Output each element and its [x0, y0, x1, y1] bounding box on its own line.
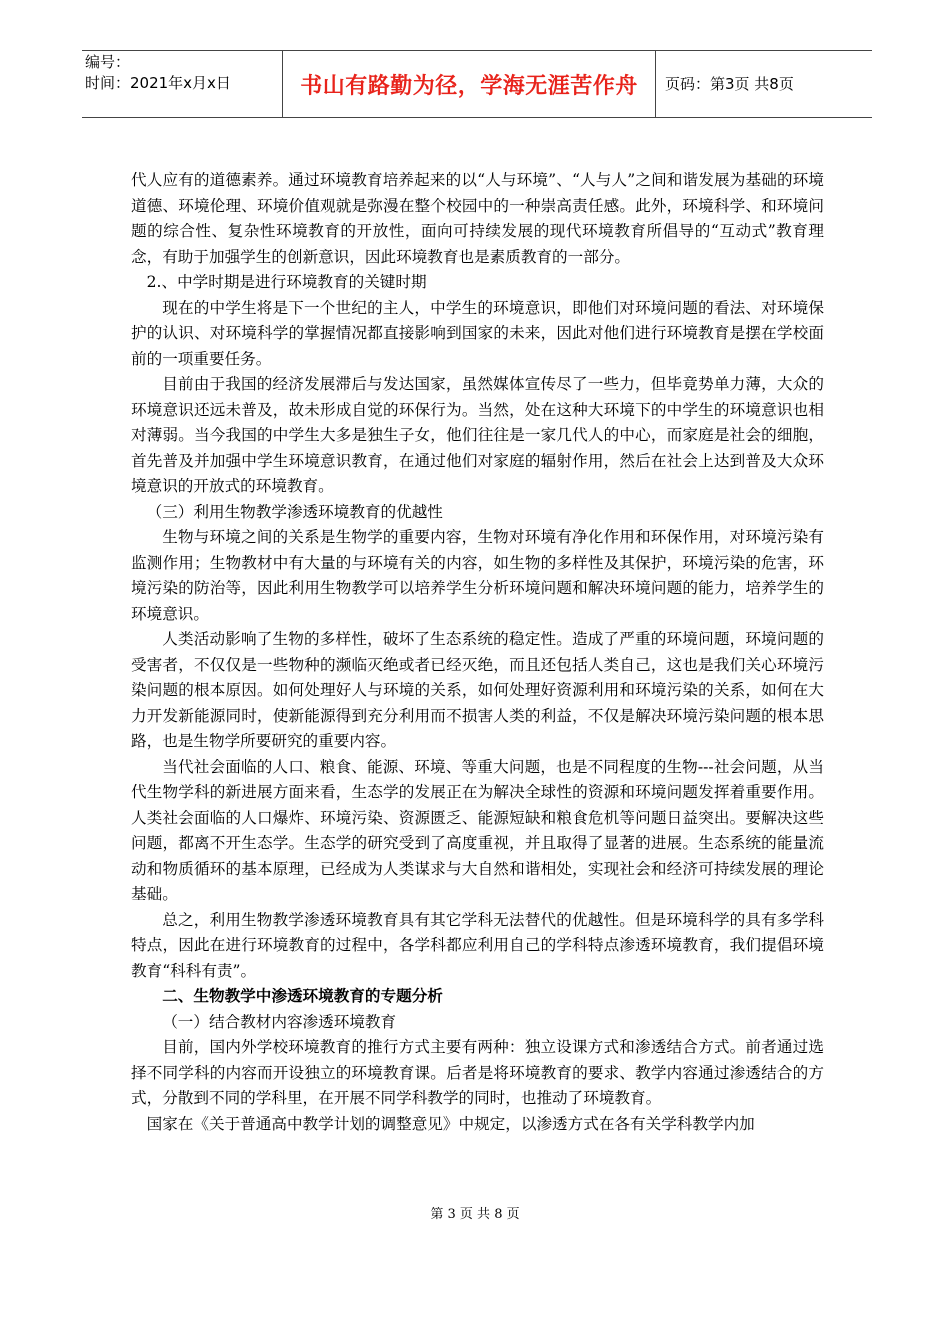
paragraph: 人类活动影响了生物的多样性，破坏了生态系统的稳定性。造成了严重的环境问题，环境问题的受害者，不仅仅是一些物种的濒临灭绝或者已经灭绝，而且还包括人类自己，这也是我们关心环境污染问题的根本原因。如何处理好人与环境的关系，如何处理好资源利用和环境污染的关系，如何在大力开发新能源同时，使新能源得到充分利用而不损害人类的利益，不仅是解决环境污染问题的根本思路，也是生物学所要研究的重要内容。	[131, 630, 824, 750]
header-top-rule	[82, 50, 872, 51]
paragraph: 生物与环境之间的关系是生物学的重要内容，生物对环境有净化作用和环保作用，对环境污染有监测作用；生物教材中有大量的与环境有关的内容，如生物的多样性及其保护，环境污染的危害，环境污染的防治等，因此利用生物教学可以培养学生分析环境问题和解决环境问题的能力，培养学生的环境意识。	[131, 528, 824, 623]
paragraph: 目前由于我国的经济发展滞后与发达国家，虽然媒体宣传尽了一些力，但毕竟势单力薄，大众的环境意识还远未普及，故未形成自觉的环保行为。当然，处在这种大环境下的中学生的环境意识也相对薄弱。当今我国的中学生大多是独生子女，他们往往是一家几代人的中心，而家庭是社会的细胞，首先普及并加强中学生环境意识教育，在通过他们对家庭的辐射作用，然后在社会上达到普及大众环境意识的开放式的环境教育。	[131, 375, 824, 495]
document-body	[131, 168, 824, 1137]
paragraph: 现在的中学生将是下一个世纪的主人，中学生的环境意识，即他们对环境问题的看法、对环境保护的认识、对环境科学的掌握情况都直接影响到国家的未来，因此对他们进行环境教育是摆在学校面前的一项重要任务。	[131, 298, 824, 368]
header-motto: 书山有路勤为径，学海无涯苦作舟	[300, 74, 638, 99]
paragraph: 当代社会面临的人口、粮食、能源、环境、等重大问题，也是不同程度的生物---社会问题，从当代生物学科的新进展方面来看，生态学的发展正在为解决全球性的资源和环境问题发挥着重要作用。人类社会面临的人口爆炸、环境污染、资源匮乏、能源短缺和粮食危机等问题日益突出。要解决这些问题，都离不开生态学。生态学的研究受到了高度重视，并且取得了显著的进展。生态系统的能量流动和物质循环的基本原理，已经成为人类谋求与大自然和谐相处，实现社会和经济可持续发展的理论基础。	[131, 757, 824, 903]
page-footer: 第 3 页 共 8 页	[430, 1207, 520, 1222]
chapter-heading: 二、生物教学中渗透环境教育的专题分析	[162, 987, 443, 1005]
header-divider-left	[282, 50, 283, 117]
paragraph: 总之，利用生物教学渗透环境教育具有其它学科无法替代的优越性。但是环境科学的具有多学科特点，因此在进行环境教育的过程中，各学科都应利用自己的学科特点渗透环境教育，我们提倡环境教育“科科有责”。	[131, 910, 824, 980]
time-label: 时间：2021年x月x日	[85, 74, 231, 92]
number-label: 编号：	[85, 53, 131, 71]
header-page-info: 页码：第3页 共8页	[665, 75, 794, 93]
paragraph: 代人应有的道德素养。通过环境教育培养起来的以“人与环境”、“人与人”之间和谐发展为基础的环境道德、环境伦理、环境价值观就是弥漫在整个校园中的一种崇高责任感。此外，环境科学、和环境问题的综合性、复杂性环境教育的开放性，面向可持续发展的现代环境教育所倡导的“互动式”教育理念，有助于加强学生的创新意识，因此环境教育也是素质教育的一部分。	[131, 171, 824, 266]
paragraph: 目前，国内外学校环境教育的推行方式主要有两种：独立设课方式和渗透结合方式。前者通过选择不同学科的内容而开设独立的环境教育课。后者是将环境教育的要求、教学内容通过渗透结合的方式，分散到不同的学科里，在开展不同学科教学的同时，也推动了环境教育。	[131, 1038, 824, 1107]
header-bottom-rule	[82, 117, 872, 118]
paragraph: 国家在《关于普通高中教学计划的调整意见》中规定，以渗透方式在各有关学科教学内加	[146, 1114, 755, 1133]
page-header	[0, 0, 950, 120]
section-heading: 2.、中学时期是进行环境教育的关键时期	[146, 273, 427, 291]
section-heading: （三）利用生物教学渗透环境教育的优越性	[146, 502, 443, 521]
section-heading: （一）结合教材内容渗透环境教育	[162, 1012, 397, 1031]
header-meta	[85, 52, 231, 94]
header-divider-right	[655, 50, 656, 117]
